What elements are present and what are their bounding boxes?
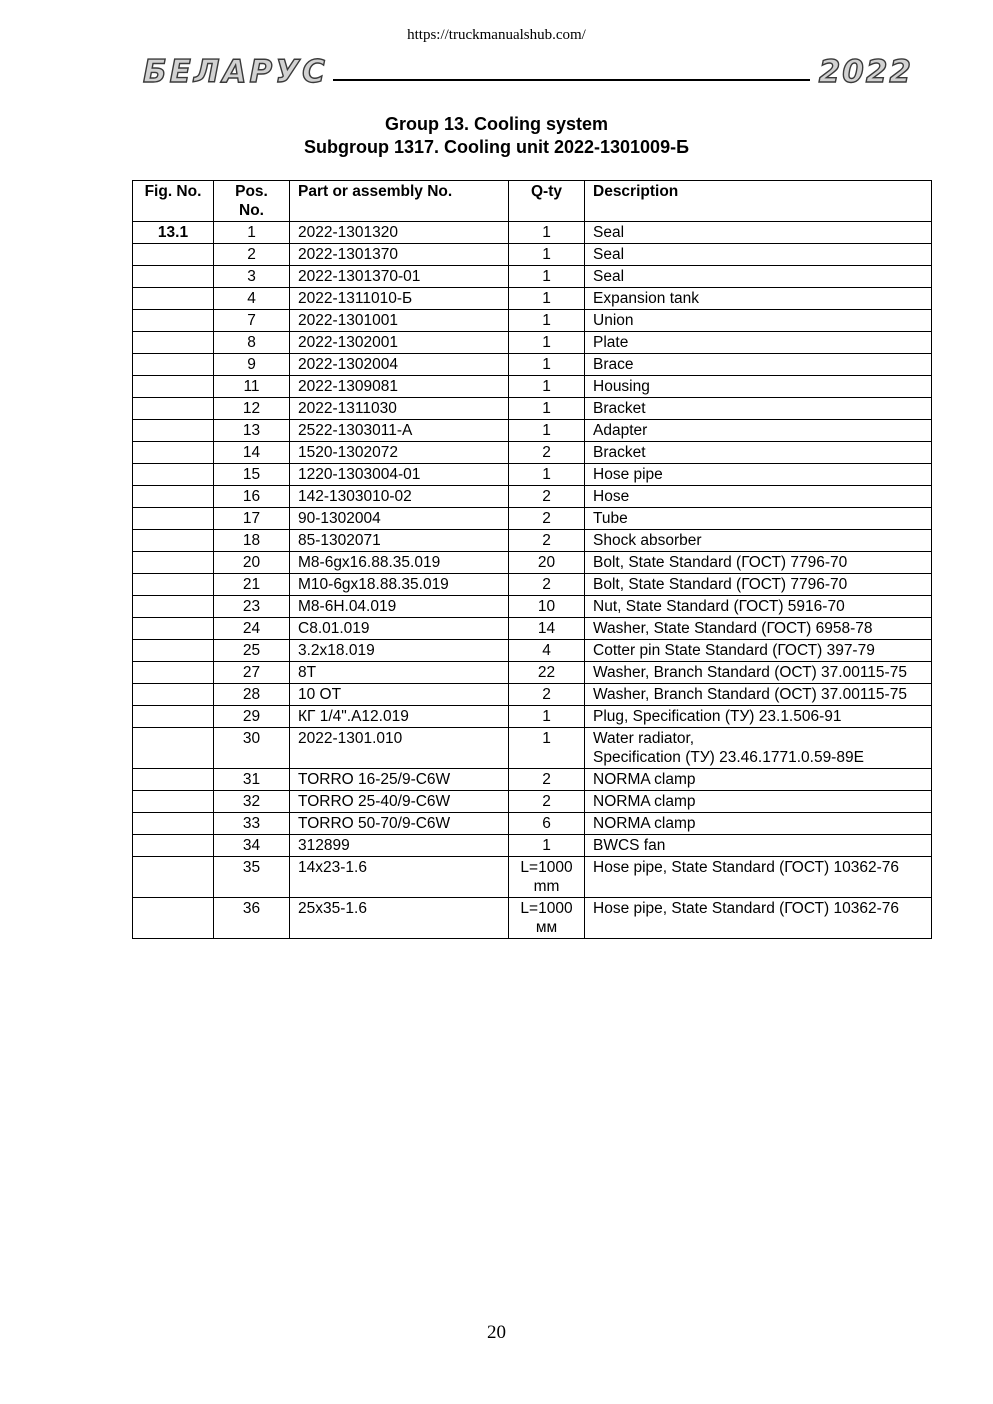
header-rule — [333, 79, 810, 81]
cell-fig-no — [133, 640, 214, 662]
cell-qty: L=1000 мм — [509, 898, 585, 939]
brand-logo: БЕЛАРУС — [143, 54, 328, 90]
table-row — [133, 442, 932, 464]
cell-description: NORMA clamp — [585, 769, 932, 791]
cell-part-no: М8-6Н.04.019 — [290, 596, 509, 618]
cell-pos-no: 7 — [214, 310, 290, 332]
cell-fig-no — [133, 530, 214, 552]
cell-description: Expansion tank — [585, 288, 932, 310]
table-row — [133, 898, 932, 939]
table-row — [133, 769, 932, 791]
cell-qty: 2 — [509, 442, 585, 464]
cell-pos-no: 23 — [214, 596, 290, 618]
cell-description: Washer, State Standard (ГОСТ) 6958-78 — [585, 618, 932, 640]
table-row — [133, 835, 932, 857]
cell-description: Seal — [585, 266, 932, 288]
cell-description: Cotter pin State Standard (ГОСТ) 397-79 — [585, 640, 932, 662]
cell-fig-no — [133, 464, 214, 486]
cell-qty: 2 — [509, 530, 585, 552]
table-row — [133, 420, 932, 442]
cell-fig-no — [133, 398, 214, 420]
cell-part-no: 2022-1301.010 — [290, 728, 509, 769]
cell-pos-no: 13 — [214, 420, 290, 442]
cell-qty: 1 — [509, 310, 585, 332]
cell-part-no: 312899 — [290, 835, 509, 857]
model-logo: 2022 — [818, 54, 913, 90]
cell-qty: 20 — [509, 552, 585, 574]
table-row — [133, 222, 932, 244]
cell-part-no: 2022-1301001 — [290, 310, 509, 332]
cell-description: Bolt, State Standard (ГОСТ) 7796-70 — [585, 574, 932, 596]
cell-qty: 1 — [509, 332, 585, 354]
cell-qty: 1 — [509, 464, 585, 486]
cell-fig-no — [133, 857, 214, 898]
cell-pos-no: 29 — [214, 706, 290, 728]
cell-qty: 10 — [509, 596, 585, 618]
table-header-row — [133, 181, 932, 222]
cell-part-no: 2022-1302004 — [290, 354, 509, 376]
table-row — [133, 596, 932, 618]
group-title: Group 13. Cooling system — [384, 114, 609, 134]
cell-qty: 1 — [509, 244, 585, 266]
cell-pos-no: 4 — [214, 288, 290, 310]
table-row — [133, 266, 932, 288]
table-row — [133, 508, 932, 530]
cell-pos-no: 35 — [214, 857, 290, 898]
cell-fig-no — [133, 244, 214, 266]
cell-qty: 2 — [509, 769, 585, 791]
cell-qty: 2 — [509, 684, 585, 706]
cell-part-no: 25х35-1.6 — [290, 898, 509, 939]
table-row — [133, 662, 932, 684]
cell-part-no: 2022-1311010-Б — [290, 288, 509, 310]
cell-part-no: 2022-1301320 — [290, 222, 509, 244]
table-row — [133, 706, 932, 728]
header-part-no: Part or assembly No. — [290, 181, 509, 222]
cell-description: Washer, Branch Standard (ОСТ) 37.00115-75 — [585, 684, 932, 706]
cell-fig-no — [133, 354, 214, 376]
cell-pos-no: 11 — [214, 376, 290, 398]
cell-qty: 1 — [509, 266, 585, 288]
cell-description: NORMA clamp — [585, 813, 932, 835]
cell-qty: 1 — [509, 354, 585, 376]
cell-description: Washer, Branch Standard (ОСТ) 37.00115-75 — [585, 662, 932, 684]
cell-description: Tube — [585, 508, 932, 530]
cell-qty: 4 — [509, 640, 585, 662]
cell-fig-no — [133, 486, 214, 508]
cell-pos-no: 1 — [214, 222, 290, 244]
cell-qty: 1 — [509, 728, 585, 769]
cell-pos-no: 27 — [214, 662, 290, 684]
parts-table-body — [133, 222, 932, 939]
cell-qty: 6 — [509, 813, 585, 835]
cell-part-no: 2022-1302001 — [290, 332, 509, 354]
cell-fig-no — [133, 310, 214, 332]
cell-part-no: 85-1302071 — [290, 530, 509, 552]
cell-part-no: 1220-1303004-01 — [290, 464, 509, 486]
table-row — [133, 813, 932, 835]
page-number: 20 — [487, 1322, 506, 1343]
cell-qty: 1 — [509, 288, 585, 310]
cell-fig-no — [133, 791, 214, 813]
cell-pos-no: 12 — [214, 398, 290, 420]
cell-qty: 2 — [509, 574, 585, 596]
cell-part-no: 2022-1301370-01 — [290, 266, 509, 288]
cell-part-no: М8-6gх16.88.35.019 — [290, 552, 509, 574]
cell-description: Seal — [585, 222, 932, 244]
cell-description: Bracket — [585, 442, 932, 464]
cell-pos-no: 33 — [214, 813, 290, 835]
cell-description: Hose pipe, State Standard (ГОСТ) 10362-76 — [585, 898, 932, 939]
cell-fig-no: 13.1 — [133, 222, 214, 244]
cell-description: Hose — [585, 486, 932, 508]
table-row — [133, 244, 932, 266]
table-row — [133, 530, 932, 552]
table-row — [133, 728, 932, 769]
cell-part-no: TORRO 16-25/9-C6W — [290, 769, 509, 791]
header-qty: Q-ty — [509, 181, 585, 222]
cell-qty: 2 — [509, 486, 585, 508]
table-row — [133, 486, 932, 508]
cell-fig-no — [133, 508, 214, 530]
cell-fig-no — [133, 813, 214, 835]
cell-description: Shock absorber — [585, 530, 932, 552]
cell-pos-no: 9 — [214, 354, 290, 376]
cell-part-no: М10-6gх18.88.35.019 — [290, 574, 509, 596]
cell-pos-no: 18 — [214, 530, 290, 552]
cell-part-no: 90-1302004 — [290, 508, 509, 530]
cell-fig-no — [133, 898, 214, 939]
table-row — [133, 791, 932, 813]
header-pos-no: Pos. No. — [214, 181, 290, 222]
cell-description: Plug, Specification (ТУ) 23.1.506-91 — [585, 706, 932, 728]
cell-description: BWCS fan — [585, 835, 932, 857]
cell-pos-no: 3 — [214, 266, 290, 288]
cell-qty: 1 — [509, 376, 585, 398]
cell-fig-no — [133, 420, 214, 442]
page-title — [0, 113, 993, 159]
cell-pos-no: 14 — [214, 442, 290, 464]
table-row — [133, 574, 932, 596]
cell-description: Housing — [585, 376, 932, 398]
cell-part-no: С8.01.019 — [290, 618, 509, 640]
table-row — [133, 618, 932, 640]
cell-fig-no — [133, 728, 214, 769]
cell-pos-no: 2 — [214, 244, 290, 266]
cell-part-no: 3.2х18.019 — [290, 640, 509, 662]
cell-fig-no — [133, 618, 214, 640]
table-row — [133, 398, 932, 420]
table-row — [133, 332, 932, 354]
cell-description: Water radiator, Specification (ТУ) 23.46.1771.0.59-89Е — [585, 728, 932, 769]
cell-qty: 1 — [509, 222, 585, 244]
table-row — [133, 552, 932, 574]
cell-fig-no — [133, 266, 214, 288]
cell-part-no: КГ 1/4".А12.019 — [290, 706, 509, 728]
cell-fig-no — [133, 706, 214, 728]
cell-part-no: 2022-1311030 — [290, 398, 509, 420]
table-row — [133, 640, 932, 662]
cell-fig-no — [133, 574, 214, 596]
cell-part-no: 2022-1309081 — [290, 376, 509, 398]
cell-description: Union — [585, 310, 932, 332]
header-fig-no: Fig. No. — [133, 181, 214, 222]
table-row — [133, 354, 932, 376]
cell-fig-no — [133, 332, 214, 354]
cell-pos-no: 34 — [214, 835, 290, 857]
cell-pos-no: 28 — [214, 684, 290, 706]
table-row — [133, 288, 932, 310]
cell-qty: 14 — [509, 618, 585, 640]
cell-description: Nut, State Standard (ГОСТ) 5916-70 — [585, 596, 932, 618]
cell-description: Adapter — [585, 420, 932, 442]
cell-qty: 2 — [509, 508, 585, 530]
cell-pos-no: 30 — [214, 728, 290, 769]
cell-description: Plate — [585, 332, 932, 354]
table-row — [133, 376, 932, 398]
cell-pos-no: 24 — [214, 618, 290, 640]
cell-qty: 1 — [509, 706, 585, 728]
cell-part-no: TORRO 50-70/9-C6W — [290, 813, 509, 835]
cell-description: Hose pipe — [585, 464, 932, 486]
cell-fig-no — [133, 376, 214, 398]
cell-fig-no — [133, 442, 214, 464]
table-row — [133, 464, 932, 486]
cell-part-no: TORRO 25-40/9-C6W — [290, 791, 509, 813]
cell-pos-no: 25 — [214, 640, 290, 662]
cell-fig-no — [133, 288, 214, 310]
cell-pos-no: 16 — [214, 486, 290, 508]
cell-pos-no: 32 — [214, 791, 290, 813]
cell-pos-no: 8 — [214, 332, 290, 354]
cell-description: NORMA clamp — [585, 791, 932, 813]
cell-description: Bracket — [585, 398, 932, 420]
cell-pos-no: 21 — [214, 574, 290, 596]
cell-part-no: 1520-1302072 — [290, 442, 509, 464]
cell-fig-no — [133, 552, 214, 574]
cell-qty: 2 — [509, 791, 585, 813]
cell-fig-no — [133, 662, 214, 684]
cell-description: Bolt, State Standard (ГОСТ) 7796-70 — [585, 552, 932, 574]
cell-qty: 1 — [509, 835, 585, 857]
cell-pos-no: 20 — [214, 552, 290, 574]
cell-part-no: 10 ОТ — [290, 684, 509, 706]
cell-pos-no: 17 — [214, 508, 290, 530]
table-row — [133, 684, 932, 706]
cell-description: Hose pipe, State Standard (ГОСТ) 10362-76 — [585, 857, 932, 898]
cell-fig-no — [133, 684, 214, 706]
cell-part-no: 2522-1303011-А — [290, 420, 509, 442]
cell-qty: L=1000 mm — [509, 857, 585, 898]
table-row — [133, 857, 932, 898]
cell-description: Seal — [585, 244, 932, 266]
cell-pos-no: 15 — [214, 464, 290, 486]
table-row — [133, 310, 932, 332]
cell-part-no: 14х23-1.6 — [290, 857, 509, 898]
cell-part-no: 142-1303010-02 — [290, 486, 509, 508]
source-url: https://truckmanualshub.com/ — [407, 27, 586, 43]
cell-part-no: 8Т — [290, 662, 509, 684]
subgroup-title: Subgroup 1317. Cooling unit 2022-1301009-Б — [303, 137, 690, 157]
cell-pos-no: 31 — [214, 769, 290, 791]
cell-qty: 1 — [509, 420, 585, 442]
cell-pos-no: 36 — [214, 898, 290, 939]
cell-part-no: 2022-1301370 — [290, 244, 509, 266]
cell-fig-no — [133, 596, 214, 618]
header-description: Description — [585, 181, 932, 222]
cell-qty: 1 — [509, 398, 585, 420]
parts-table — [132, 180, 932, 939]
cell-qty: 22 — [509, 662, 585, 684]
cell-fig-no — [133, 769, 214, 791]
cell-fig-no — [133, 835, 214, 857]
cell-description: Brace — [585, 354, 932, 376]
